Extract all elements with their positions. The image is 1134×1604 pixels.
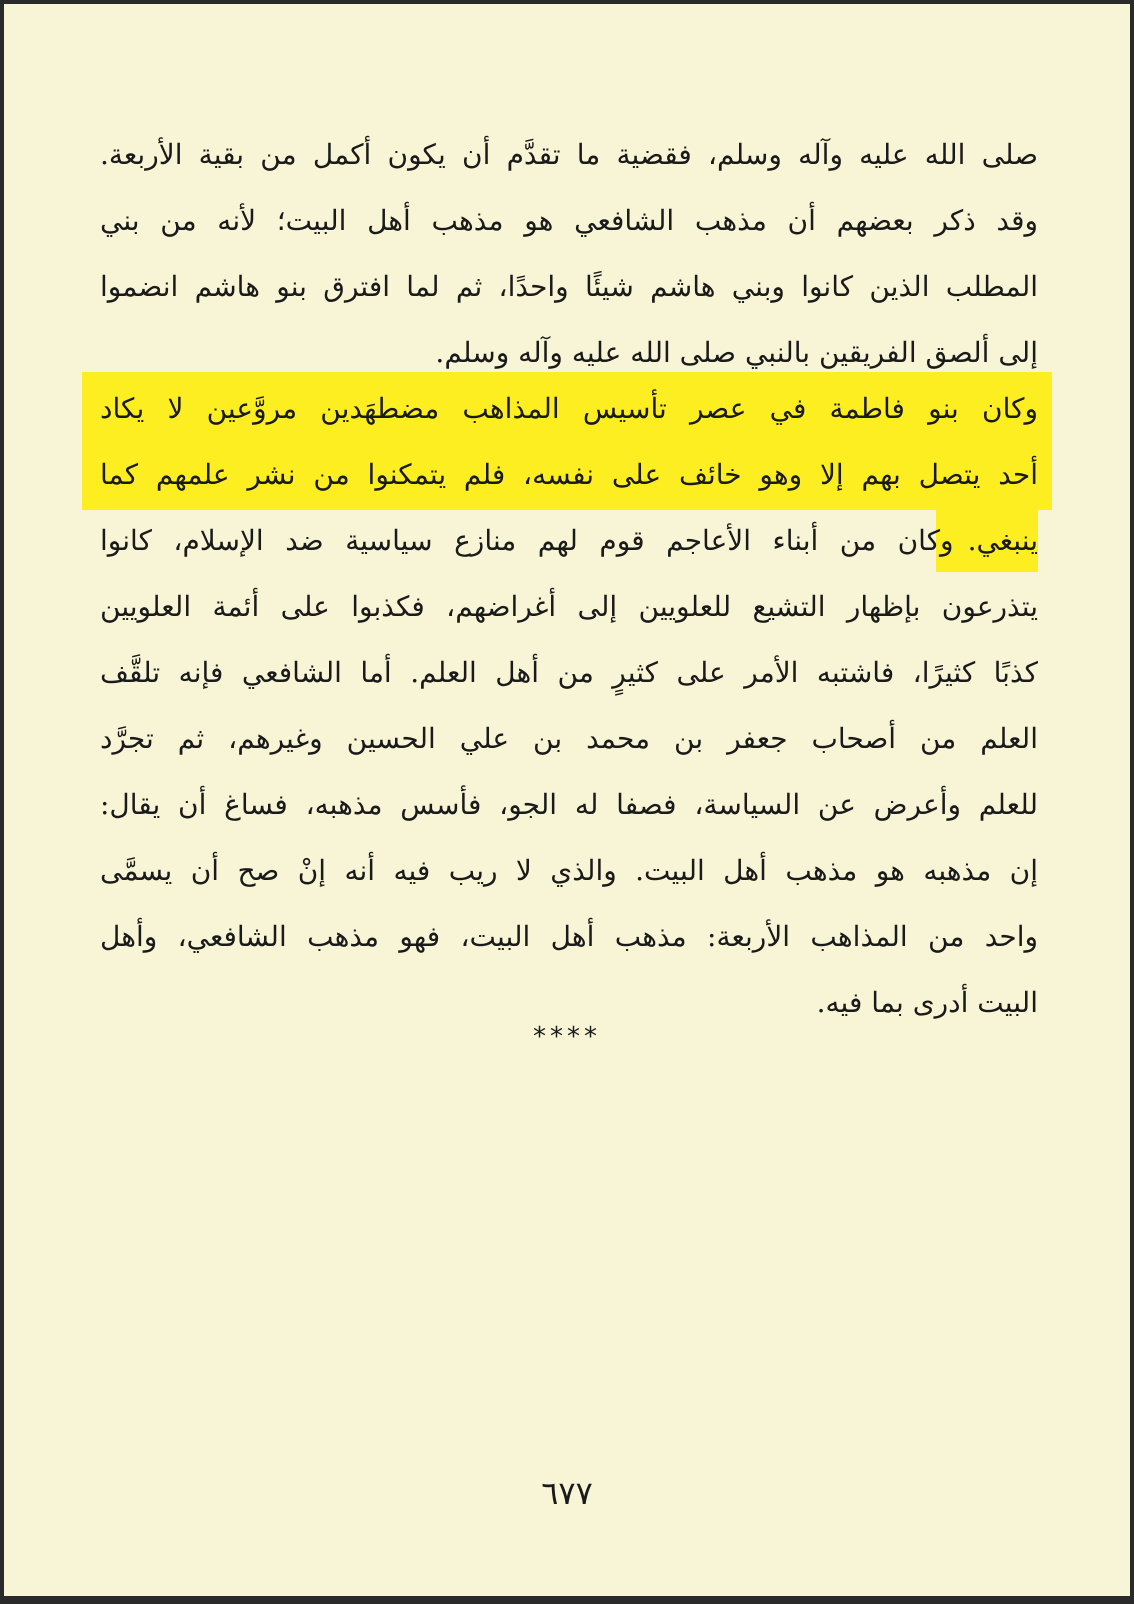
text-line: واحد من المذاهب الأربعة: مذهب أهل البيت، فهو مذهب الشافعي، وأهل	[100, 920, 1038, 953]
text-line: إن مذهبه هو مذهب أهل البيت. والذي لا ريب فيه أنه إنْ صح أن يسمَّى	[100, 854, 1038, 887]
text-line: للعلم وأعرض عن السياسة، فصفا له الجو، فأسس مذهبه، فساغ أن يقال:	[100, 788, 1038, 821]
page-number: ٦٧٧	[541, 1474, 593, 1512]
text-line: وقد ذكر بعضهم أن مذهب الشافعي هو مذهب أهل البيت؛ لأنه من بني	[100, 204, 1038, 237]
highlighted-line: وكان بنو فاطمة في عصر تأسيس المذاهب مضطهَدين مروَّعين لا يكاد	[100, 392, 1038, 425]
text-line-mixed	[100, 508, 1038, 574]
text-line: المطلب الذين كانوا وبني هاشم شيئًا واحدًا، ثم لما افترق بنو هاشم انضموا	[100, 270, 1038, 303]
text-line: إلى ألصق الفريقين بالنبي صلى الله عليه وآله وسلم.	[435, 336, 1038, 369]
text-line: صلى الله عليه وآله وسلم، فقضية ما تقدَّم أن يكون أكمل من بقية الأربعة.	[100, 138, 1038, 171]
text-line: وكان من أبناء الأعاجم قوم لهم منازع سياسية ضد الإسلام، كانوا	[100, 524, 954, 557]
bleed-through-text	[100, 1044, 1038, 1218]
text-line: البيت أدرى بما فيه.	[816, 986, 1038, 1019]
text-line: كذبًا كثيرًا، فاشتبه الأمر على كثيرٍ من أهل العلم. أما الشافعي فإنه تلقَّف	[100, 656, 1038, 689]
text-line: يتذرعون بإظهار التشيع للعلويين إلى أغراضهم، فكذبوا على أئمة العلويين	[100, 590, 1038, 623]
highlighted-word: ينبغي.	[967, 524, 1038, 557]
highlighted-line: أحد يتصل بهم إلا وهو خائف على نفسه، فلم يتمكنوا من نشر علمهم كما	[100, 458, 1038, 491]
book-page	[4, 4, 1130, 1596]
text-line: العلم من أصحاب جعفر بن محمد بن علي الحسين وغيرهم، ثم تجرَّد	[100, 722, 1038, 755]
section-separator: ****	[533, 1022, 601, 1052]
